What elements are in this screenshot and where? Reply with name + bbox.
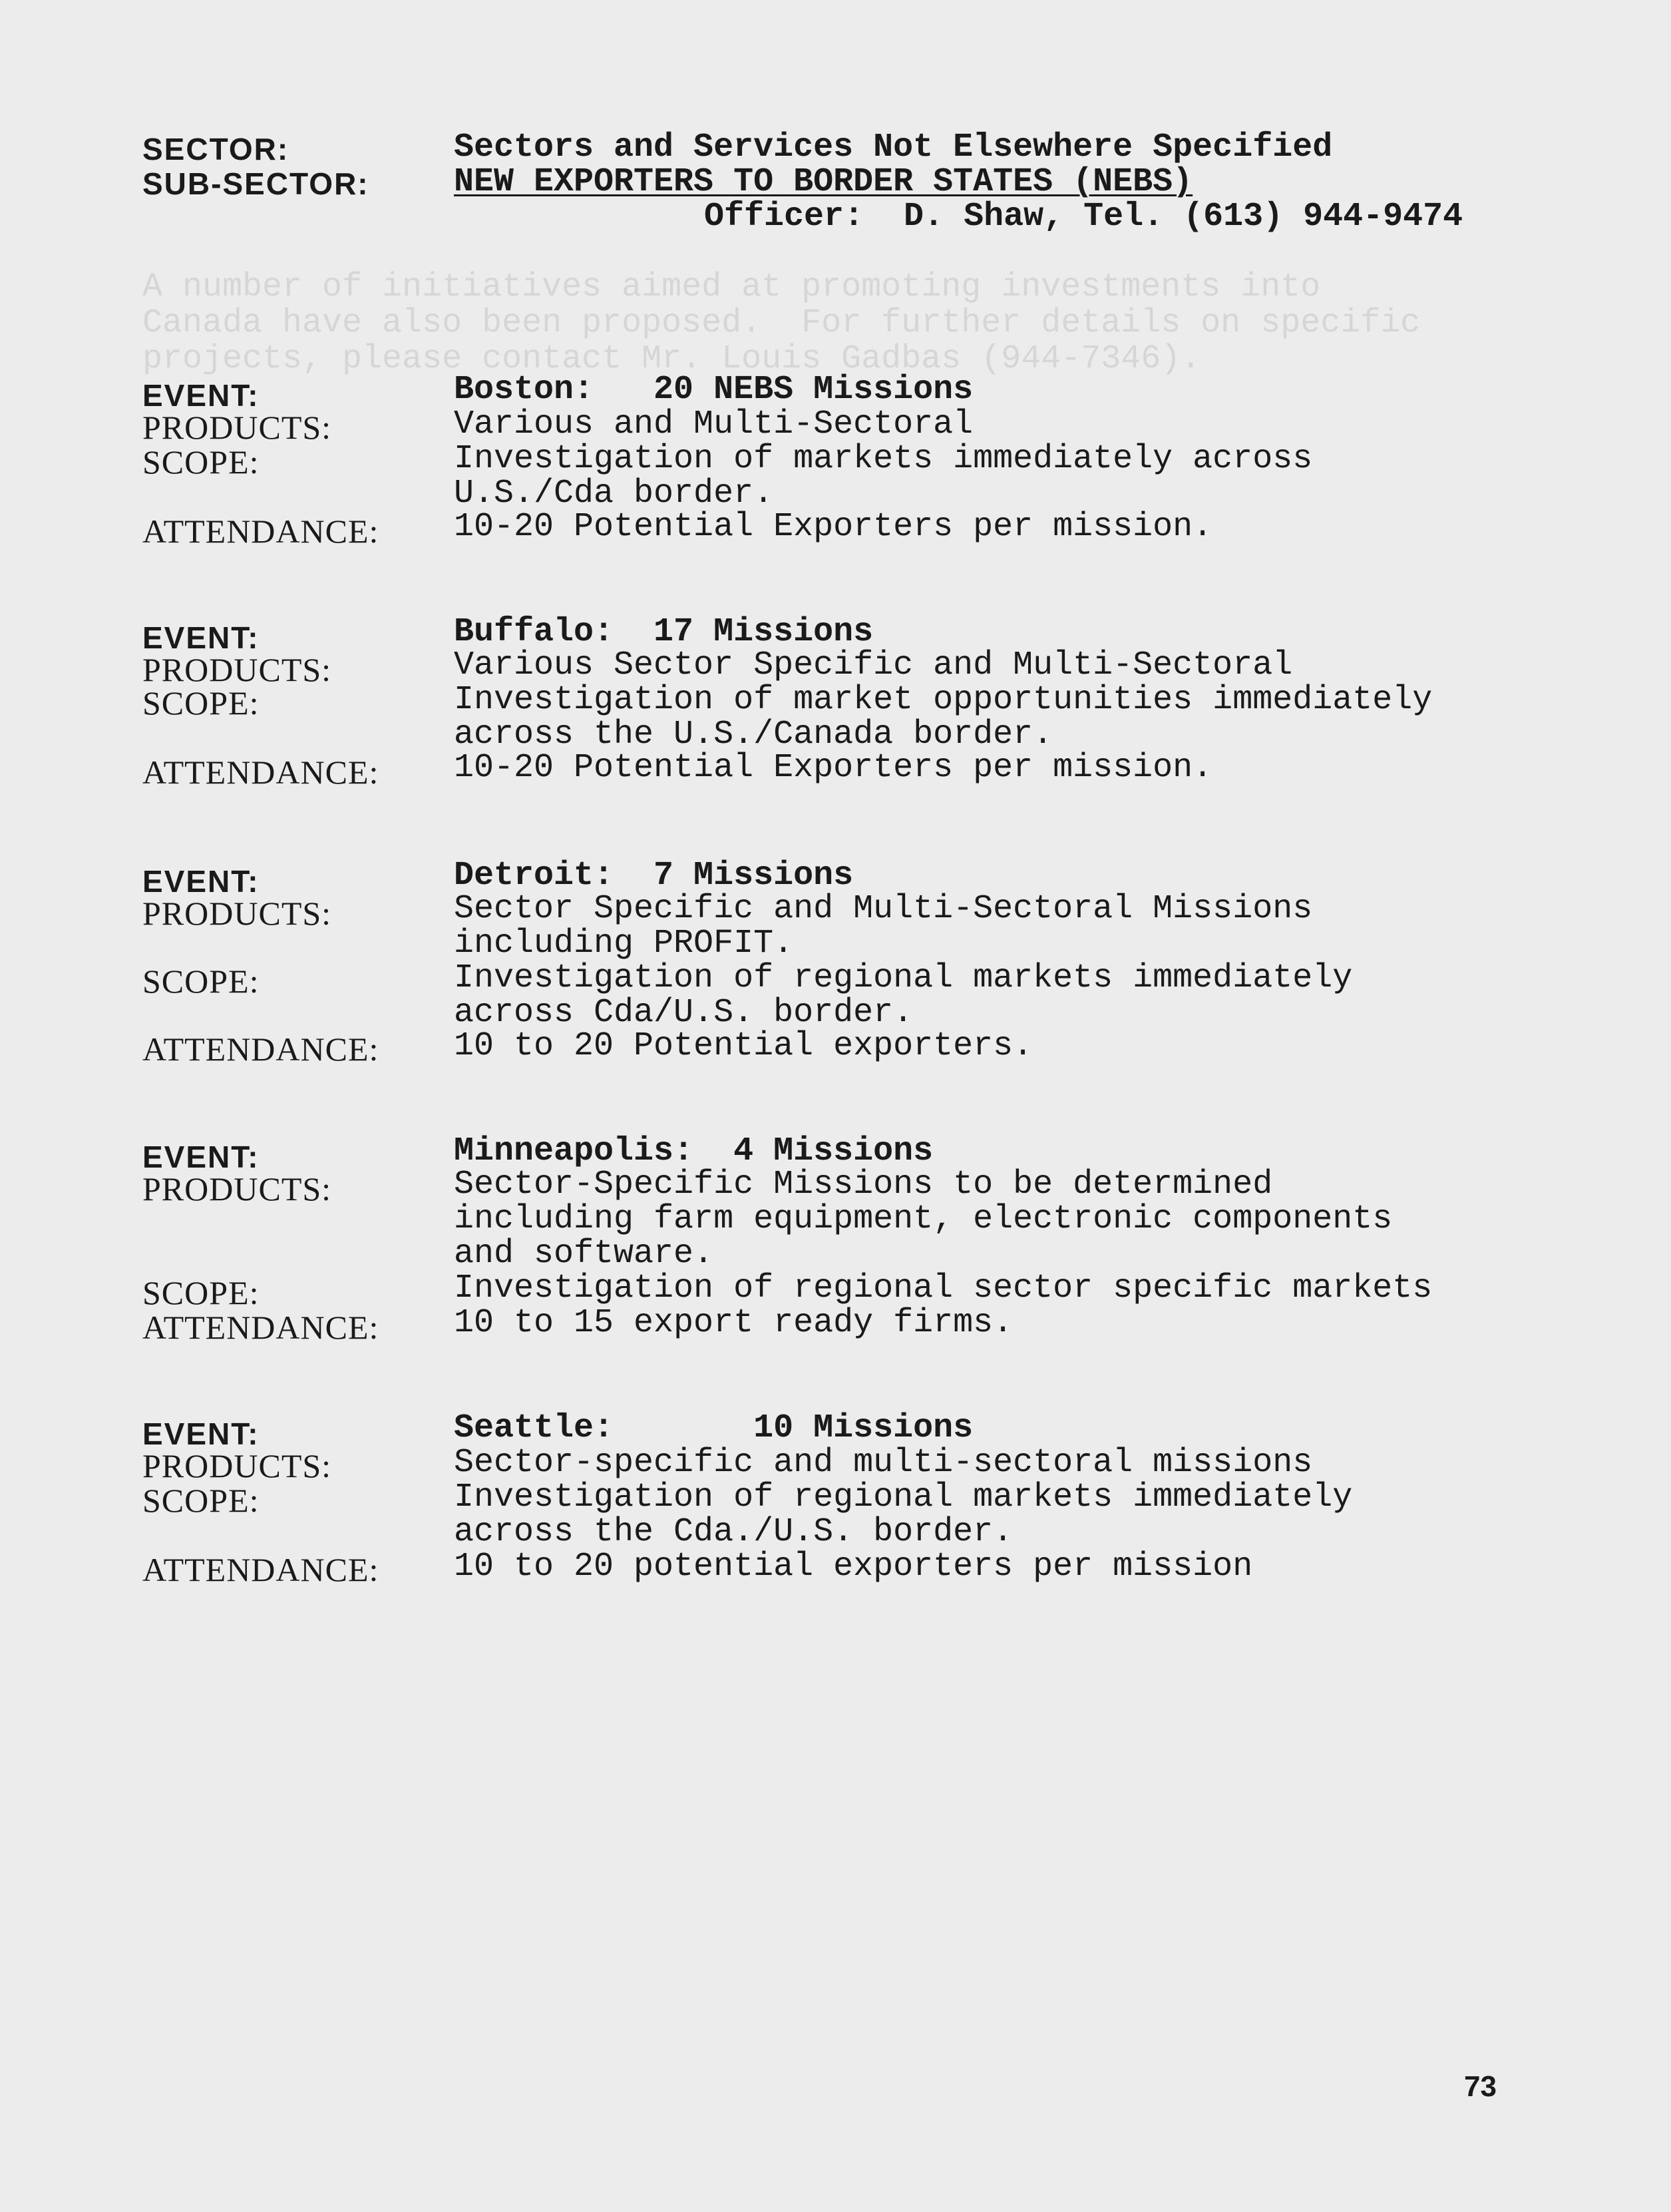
scope-label: SCOPE: (142, 963, 260, 1000)
attendance-value: 10-20 Potential Exporters per mission. (454, 508, 1213, 546)
attendance-label: ATTENDANCE: (142, 754, 379, 791)
event-label: EVENT: (142, 1140, 260, 1174)
scope-label: SCOPE: (142, 684, 260, 722)
event-label: EVENT: (142, 864, 260, 899)
event-title: Detroit: 7 Missions (454, 857, 854, 895)
products-value: Sector-specific and multi-sectoral missions (454, 1444, 1313, 1482)
scope-value: Investigation of market opportunities immediately (454, 681, 1433, 719)
bleed-through-line-1: A number of initiatives aimed at promoting investments into (142, 268, 1321, 306)
products-label: PRODUCTS: (142, 1447, 332, 1484)
scope-value: across the Cda./U.S. border. (454, 1513, 1014, 1551)
event-label: EVENT: (142, 620, 260, 655)
products-value: including farm equipment, electronic components (454, 1200, 1393, 1238)
attendance-value: 10 to 15 export ready firms. (454, 1304, 1014, 1342)
scope-value: across Cda/U.S. border. (454, 994, 914, 1032)
products-label: PRODUCTS: (142, 651, 332, 688)
bleed-through-line-2: Canada have also been proposed. For further details on specific (142, 304, 1421, 342)
event-title: Seattle: 10 Missions (454, 1409, 974, 1447)
scope-label: SCOPE: (142, 443, 260, 481)
sector-value: Sectors and Services Not Elsewhere Specified (454, 128, 1333, 166)
page-number: 73 (1464, 2070, 1497, 2103)
event-title: Buffalo: 17 Missions (454, 613, 874, 651)
scope-value: across the U.S./Canada border. (454, 716, 1053, 754)
attendance-label: ATTENDANCE: (142, 1551, 379, 1588)
attendance-label: ATTENDANCE: (142, 1030, 379, 1068)
scope-value: Investigation of regional sector specific markets (454, 1269, 1433, 1307)
event-title: Boston: 20 NEBS Missions (454, 371, 974, 409)
products-value: Sector Specific and Multi-Sectoral Missions (454, 890, 1313, 928)
products-value: Various and Multi-Sectoral (454, 405, 974, 443)
products-value: Various Sector Specific and Multi-Sectoral (454, 646, 1293, 684)
attendance-value: 10-20 Potential Exporters per mission. (454, 749, 1213, 787)
products-label: PRODUCTS: (142, 409, 332, 446)
attendance-value: 10 to 20 potential exporters per mission (454, 1548, 1253, 1586)
scope-value: Investigation of regional markets immediately (454, 959, 1353, 997)
attendance-label: ATTENDANCE: (142, 513, 379, 550)
bleed-through-line-3: projects, please contact Mr. Louis Gadbas (944-7346). (142, 340, 1201, 378)
sector-label: SECTOR: (142, 132, 289, 166)
products-label: PRODUCTS: (142, 895, 332, 932)
event-label: EVENT: (142, 1417, 260, 1451)
officer-line: Officer: D. Shaw, Tel. (613) 944-9474 (704, 198, 1463, 236)
event-label: EVENT: (142, 378, 260, 413)
attendance-label: ATTENDANCE: (142, 1309, 379, 1346)
products-value: and software. (454, 1235, 714, 1273)
scope-label: SCOPE: (142, 1482, 260, 1519)
scope-value: Investigation of regional markets immediately (454, 1478, 1353, 1516)
attendance-value: 10 to 20 Potential exporters. (454, 1027, 1033, 1065)
scope-value: Investigation of markets immediately across (454, 440, 1313, 478)
scope-value: U.S./Cda border. (454, 475, 774, 513)
subsector-label: SUB-SECTOR: (142, 166, 369, 201)
products-value: including PROFIT. (454, 925, 794, 963)
subsector-value: NEW EXPORTERS TO BORDER STATES (NEBS) (454, 163, 1193, 201)
scope-label: SCOPE: (142, 1274, 260, 1311)
event-title: Minneapolis: 4 Missions (454, 1132, 934, 1170)
products-value: Sector-Specific Missions to be determined (454, 1166, 1273, 1204)
products-label: PRODUCTS: (142, 1170, 332, 1208)
